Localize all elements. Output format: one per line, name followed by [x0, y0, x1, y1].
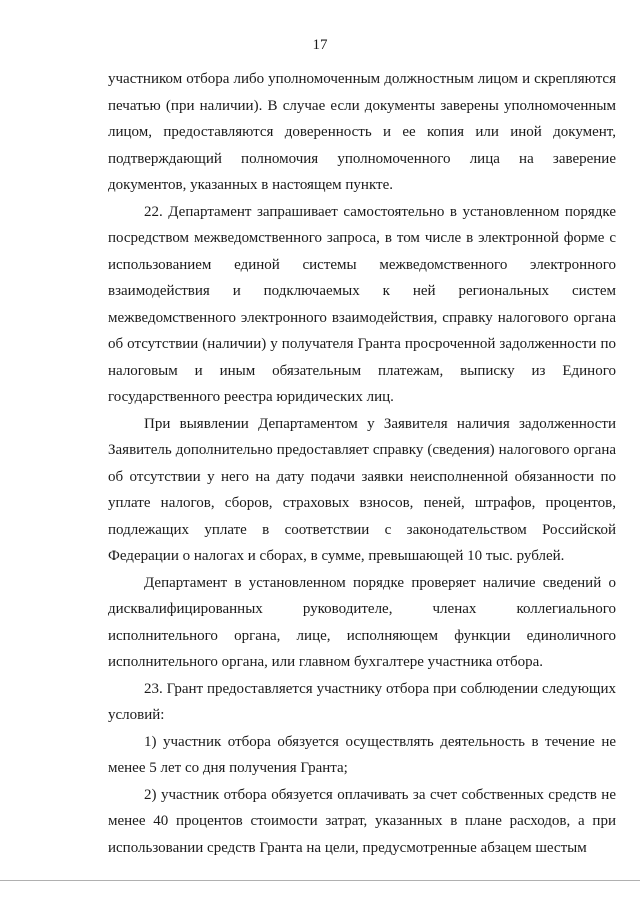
page-number: 17	[312, 37, 328, 53]
paragraph-debt-certificate: При выявлении Департаментом у Заявителя наличия задолженности Заявитель дополнительно предоставляет справку (сведения) налогового органа об отсутствии у него на дату подачи заявки неисполненной обязанности по уплате налогов, сборов, страховых взносов, пеней, штрафов, процентов, подлежащих уплате в соответствии с законодательством Российской Федерации о налогах и сборах, в сумме, превышающей 10 тыс. рублей.	[108, 415, 616, 564]
paragraph-continuation: участником отбора либо уполномоченным должностным лицом и скрепляются печатью (при наличии). В случае если документы заверены уполномоченным лицом, предоставляются доверенность и ее копия или иной документ, подтверждающий полномочия уполномоченного лица на заверение документов, указанных в настоящем пункте.	[108, 71, 616, 193]
paragraph-clause-22: 22. Департамент запрашивает самостоятельно в установленном порядке посредством межведомственного запроса, в том числе в электронной форме с использованием единой системы межведомственного электронного взаимодействия и подключаемых к ней региональных систем межведомственного электронного взаимодействия, справку налогового органа об отсутствии (наличии) у получателя Гранта просроченной задолженности по налоговым и иным обязательным платежам, выписку из Единого государственного реестра юридических лиц.	[108, 203, 616, 405]
paragraph-condition-2: 2) участник отбора обязуется оплачивать за счет собственных средств не менее 40 процентов стоимости затрат, указанных в плане расходов, а при использовании средств Гранта на цели, предусмотренные абзацем шестым	[108, 786, 616, 856]
document-body	[108, 66, 616, 861]
paragraph-disqualification-check: Департамент в установленном порядке проверяет наличие сведений о дисквалифицированных руководителе, членах коллегиального исполнительного органа, лице, исполняющем функции единоличного исполнительного органа, или главном бухгалтере участника отбора.	[108, 574, 616, 670]
paragraph-clause-23: 23. Грант предоставляется участнику отбора при соблюдении следующих условий:	[108, 680, 616, 723]
bottom-divider	[0, 880, 640, 881]
paragraph-condition-1: 1) участник отбора обязуется осуществлять деятельность в течение не менее 5 лет со дня получения Гранта;	[108, 733, 616, 776]
